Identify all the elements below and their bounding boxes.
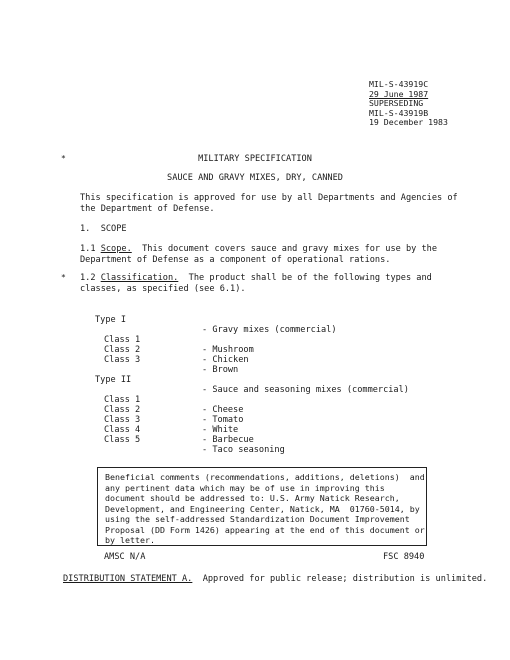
- superseded-date: 19 December 1983: [369, 117, 448, 128]
- class-description: - Mushroom: [202, 345, 254, 355]
- document-title: SAUCE AND GRAVY MIXES, DRY, CANNED: [167, 173, 343, 183]
- notice-line: document should be addressed to: U.S. Army Natick Research,: [105, 493, 400, 503]
- notice-line: any pertinent data which may be of use in improving this: [105, 482, 385, 493]
- paragraph-1-1: [80, 244, 437, 254]
- fsc-label: FSC 8940: [383, 552, 425, 562]
- class-description: - Barbecue: [202, 435, 254, 445]
- type-label: Type II: [95, 375, 132, 385]
- type-label: Type I: [95, 315, 127, 325]
- type-description: - Gravy mixes (commercial): [202, 325, 337, 335]
- distribution-statement: [63, 574, 487, 584]
- class-description: - Brown: [202, 365, 239, 375]
- class-description: - Tomato: [202, 415, 244, 425]
- class-description: - White: [202, 425, 239, 435]
- class-description: - Chicken: [202, 355, 249, 365]
- class-description: - Taco seasoning: [202, 445, 285, 455]
- approval-line-1: This specification is approved for use by all Departments and Agencies of: [80, 193, 458, 203]
- amsc-label: AMSC N/A: [104, 552, 146, 562]
- paragraph-number: 1.1: [80, 244, 101, 254]
- class-label: Class 3: [104, 415, 141, 425]
- paragraph-text: The product shall be of the following types and: [178, 273, 432, 283]
- notice-line: Beneficial comments (recommendations, additions, deletions) and: [105, 472, 425, 482]
- change-mark: *: [61, 273, 66, 282]
- class-label: Class 5: [104, 435, 141, 445]
- class-label: Class 3: [104, 355, 141, 365]
- notice-line: Development, and Engineering Center, Natick, MA 01760-5014, by: [105, 503, 420, 514]
- section-heading-scope: 1. SCOPE: [80, 224, 127, 234]
- notice-line: using the self-addressed Standardization Document Improvement: [105, 514, 410, 524]
- paragraph-title: Scope.: [100, 244, 132, 254]
- class-label: Class 1: [104, 395, 141, 405]
- doc-number: MIL-S-43919C: [369, 79, 429, 89]
- type-row: [95, 305, 337, 335]
- distribution-text: Approved for public release; distribution is unlimited.: [192, 574, 488, 584]
- paragraph-1-1-line-2: Department of Defense as a component of operational rations.: [80, 255, 391, 265]
- class-description: - Cheese: [202, 405, 244, 415]
- doc-date: 29 June 1987: [369, 88, 429, 99]
- paragraph-1-2: [80, 273, 432, 283]
- type-description: - Sauce and seasoning mixes (commercial): [202, 385, 409, 395]
- class-label: Class 2: [104, 405, 141, 415]
- paragraph-number: 1.2: [80, 273, 101, 283]
- paragraph-title: Classification.: [100, 273, 179, 283]
- notice-line: by letter.: [105, 535, 155, 545]
- approval-line-2: the Department of Defense.: [80, 204, 215, 214]
- spec-type-heading: MILITARY SPECIFICATION: [198, 154, 312, 164]
- class-label: Class 4: [104, 425, 141, 435]
- notice-line: Proposal (DD Form 1426) appearing at the end of this document or: [105, 524, 425, 535]
- comments-notice-box: [97, 467, 427, 546]
- superseding-label: SUPERSEDING: [369, 98, 424, 109]
- superseded-number: MIL-S-43919B: [369, 107, 429, 118]
- distribution-label: DISTRIBUTION STATEMENT A.: [63, 574, 193, 584]
- class-label: Class 1: [104, 335, 141, 345]
- paragraph-1-2-line-2: classes, as specified (see 6.1).: [80, 284, 246, 294]
- paragraph-text: This document covers sauce and gravy mixes for use by the: [131, 244, 438, 254]
- class-label: Class 2: [104, 345, 141, 355]
- document-header: [369, 80, 448, 128]
- change-mark: *: [61, 154, 66, 163]
